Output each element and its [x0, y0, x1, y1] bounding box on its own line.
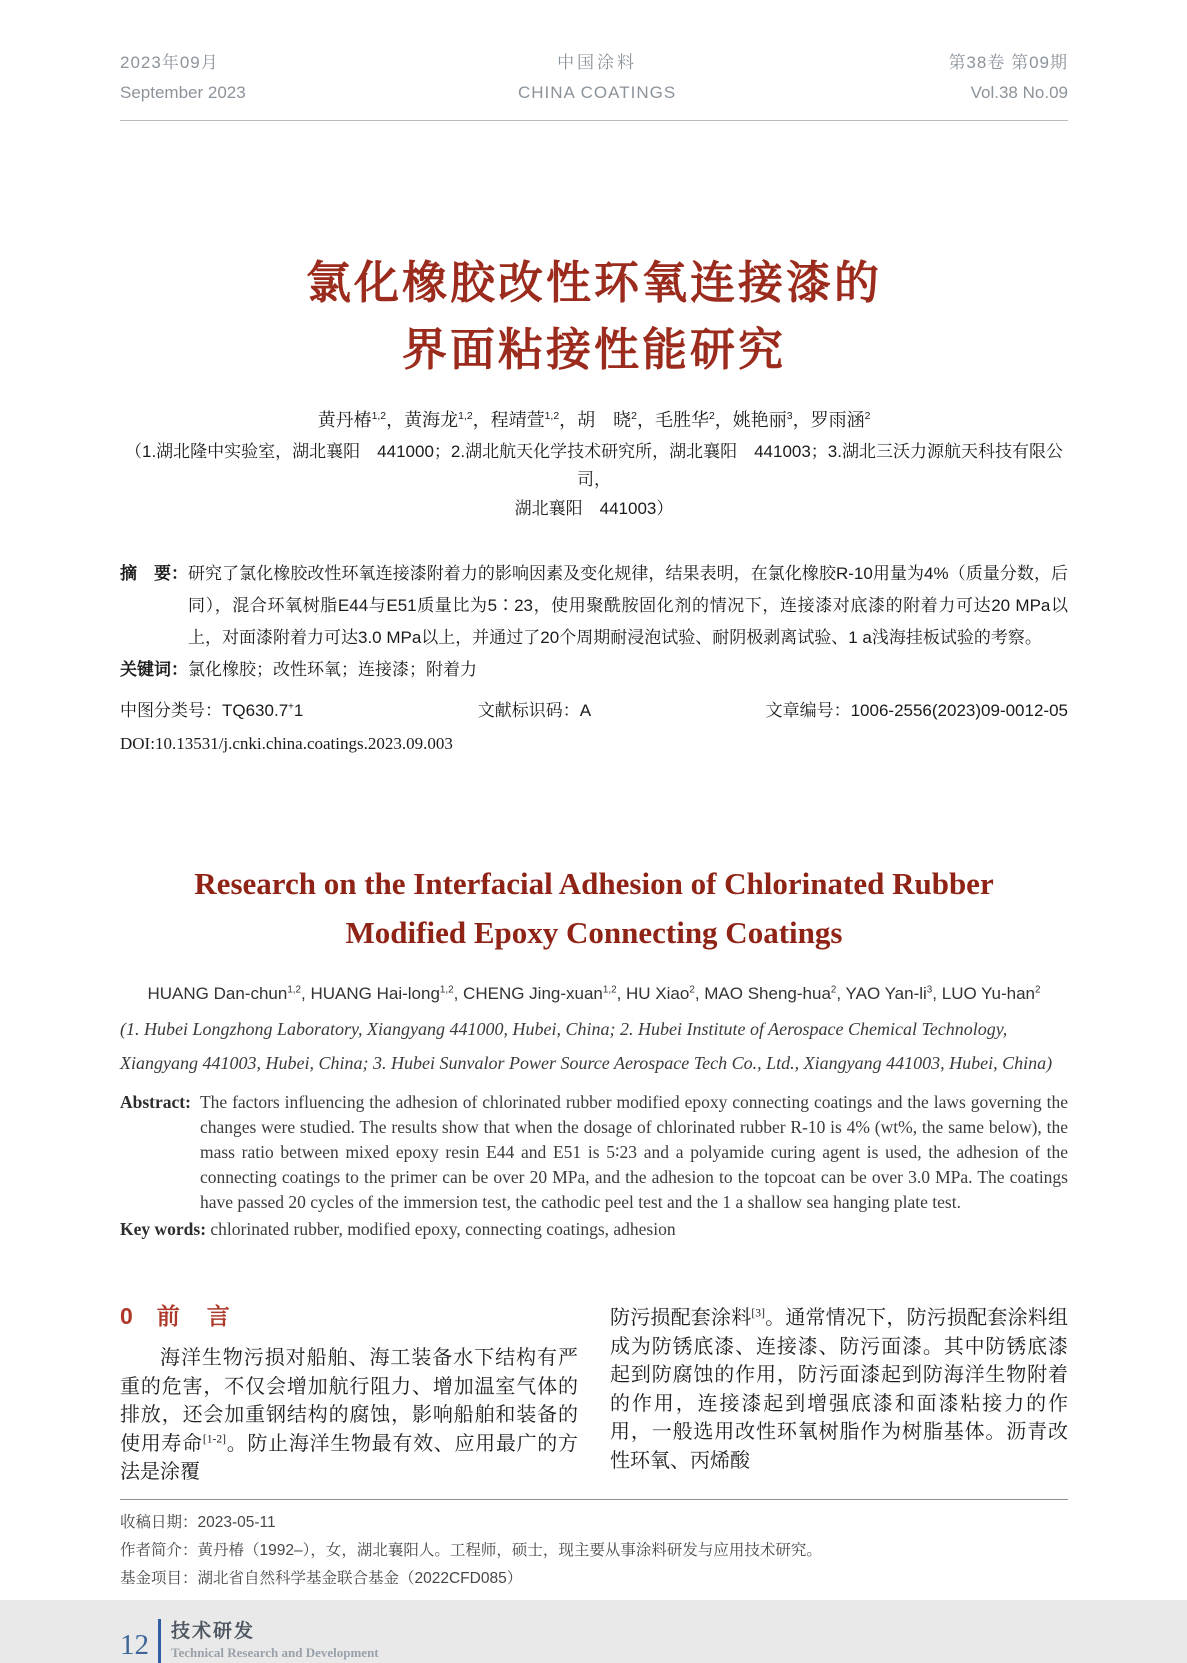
author-en: HUANG Hai-long$^{1,2}$,: [310, 984, 464, 1004]
document-code: 文献标识码：A: [477, 701, 592, 721]
column-name-en: Technical Research and Development: [171, 1644, 379, 1660]
author-en: YAO Yan-$li^3$,: [845, 984, 942, 1004]
authors-en: [120, 984, 1068, 1004]
header-issue-en: Vol.38 No.09: [970, 82, 1068, 102]
section-title: 前 言: [156, 1303, 232, 1330]
affiliations-cn: [120, 438, 1068, 525]
keywords-cn-label: 关键词：: [120, 660, 188, 680]
footnote-received-date: 收稿日期：2023-05-11: [120, 1513, 276, 1531]
body-column-right: [610, 1298, 1068, 1487]
authors-cn: [120, 406, 1068, 432]
header-issue-cn: 第38卷 第09期: [948, 53, 1068, 72]
abstract-cn: [120, 558, 1068, 654]
author-cn: 黄丹椿$^{1,2}$，: [317, 409, 405, 430]
abstract-en-label: Abstract:: [120, 1092, 191, 1113]
header-date-cn: 2023年09月: [120, 53, 219, 72]
article-id: 文章编号：1006-2556(2023)09-0012-05: [765, 701, 1068, 721]
affiliations-en: [120, 1012, 1068, 1080]
header-journal-cn: 中国涂料: [557, 53, 638, 72]
abstract-cn-text: 研究了氯化橡胶改性环氧连接漆附着力的影响因素及变化规律，结果表明，在氯化橡胶R-10用量为4%（质量分数，后同），混合环氧树脂E44与E51质量比为5∶23，使用聚酰胺固化剂的情况下，连接漆对底漆的附着力可达20 MPa以上，对面漆附着力可达3.0 MPa以上，并通过了20个周期耐浸泡试验、耐阴极剥离试验、1 a浅海挂板试验的考察。: [188, 564, 1068, 648]
header-journal-en: CHINA COATINGS: [517, 82, 677, 102]
body-column-left: [120, 1298, 578, 1487]
article-title-cn-line1: 氯化橡胶改性环氧连接漆的: [305, 256, 882, 308]
citation-ref: [3]: [751, 1306, 765, 1320]
author-cn: 黄海龙$^{1,2}$，: [404, 409, 491, 430]
footnote-author-bio: 作者简介：黄丹椿（1992–），女，湖北襄阳人。工程师，硕士，现主要从事涂料研发与应用技术研究。: [120, 1541, 822, 1559]
keywords-en-text: chlorinated rubber, modified epoxy, connecting coatings, adhesion: [210, 1219, 676, 1240]
abstract-cn-label: 摘 要：: [120, 564, 188, 584]
footnote-block: [120, 1499, 1068, 1593]
author-en: CHENG Jing-xuan$^{1,2}$,: [463, 984, 627, 1004]
affiliation-cn-line2: 湖北襄阳 441003）: [514, 499, 674, 519]
affiliation-cn-line1: （1.湖北隆中实验室，湖北襄阳 441000；2.湖北航天化学技术研究所，湖北襄阳 441003；3.湖北三沃力源航天科技有限公司，: [125, 441, 1063, 490]
section-heading: [120, 1298, 578, 1331]
author-cn: 胡 晓$^2$，: [577, 409, 655, 430]
author-en: LUO Yu-han$^2$: [941, 984, 1041, 1004]
intro-paragraph-right: 防污损配套涂料[3]。通常情况下，防污损配套涂料组成为防锈底漆、连接漆、防污面漆。其中防锈底漆起到防腐蚀的作用，防污面漆起到防海洋生物附着的作用，连接漆起到增强底漆和面漆粘接力的作用，一般选用改性环氧树脂作为树脂基体。沥青改性环氧、丙烯酸: [610, 1306, 1068, 1472]
column-name-cn: 技术研发: [171, 1621, 256, 1643]
classification-row: [120, 696, 1068, 721]
author-cn: 程靖萱$^{1,2}$，: [490, 409, 578, 430]
article-title-en: [120, 860, 1068, 958]
author-cn: 罗雨涵$^2$: [810, 409, 871, 430]
citation-ref: [1-2]: [202, 1432, 227, 1446]
header-date-en: September 2023: [120, 82, 246, 102]
abstract-en: [120, 1090, 1068, 1215]
author-cn: 毛胜华$^2$，: [654, 409, 733, 430]
doi: DOI:10.13531/j.cnki.china.coatings.2023.09.003: [120, 734, 453, 754]
page-header: [120, 0, 1068, 121]
article-title-cn: [120, 249, 1068, 384]
page-number: 12: [120, 1629, 149, 1662]
header-issue: [948, 48, 1068, 108]
abstract-en-text: The factors influencing the adhesion of chlorinated rubber modified epoxy connecting coatings and the laws governing the changes were studied. The results show that when the dosage of chlorinated rubber R-10 is 4% (wt%, the same below), the mass ratio between mixed epoxy resin E44 and E51 is 5∶23 and a polyamide curing agent is used, the adhesion of the connecting coatings to the primer can be over 20 MPa, and the adhesion to the topcoat can be over 3.0 MPa. The coatings have passed 20 cycles of the immersion test, the cathodic peel test and the 1 a shallow sea hanging plate test.: [199, 1092, 1068, 1213]
intro-paragraph-left: 海洋生物污损对船舶、海工装备水下结构有严重的危害，不仅会增加航行阻力、增加温室气体的排放，还会加重钢结构的腐蚀，影响船舶和装备的使用寿命[1-2]。防止海洋生物最有效、应用最广的方法是涂覆: [120, 1347, 579, 1484]
article-title-cn-line2: 界面粘接性能研究: [401, 324, 786, 375]
affiliation-en-line1: (1. Hubei Longzhong Laboratory, Xiangyang 441000, Hubei, China; 2. Hubei Institute of Aerospace Chemical Technology,: [120, 1019, 1008, 1040]
keywords-en: [120, 1217, 1068, 1242]
author-en: HU Xiao$^2$,: [626, 984, 705, 1004]
clc-number: 中图分类号：TQ630.7+1: [120, 701, 304, 721]
keywords-cn: [120, 654, 1068, 686]
footer-divider-bar: [158, 1619, 161, 1663]
header-date: [120, 48, 246, 108]
column-name: [171, 1620, 379, 1662]
author-en: HUANG Dan-chun$^{1,2}$,: [147, 984, 311, 1004]
body-columns: [120, 1298, 1068, 1487]
page-footer: [120, 1619, 1068, 1663]
keywords-en-label: Key words:: [120, 1219, 207, 1240]
author-en: MAO Sheng-hua$^2$,: [704, 984, 846, 1004]
article-title-en-line1: Research on the Interfacial Adhesion of Chlorinated Rubber: [194, 866, 994, 902]
header-journal: [518, 48, 676, 108]
section-number: 0: [120, 1303, 135, 1330]
article-title-en-line2: Modified Epoxy Connecting Coatings: [345, 915, 843, 951]
affiliation-en-line2: Xiangyang 441003, Hubei, China; 3. Hubei Sunvalor Power Source Aerospace Tech Co., Ltd., Xiangyang 441003, Hubei, China): [120, 1053, 1053, 1074]
footnote-fund-project: 基金项目：湖北省自然科学基金联合基金（2022CFD085）: [120, 1569, 523, 1587]
keywords-cn-text: 氯化橡胶；改性环氧；连接漆；附着力: [188, 660, 477, 680]
author-cn: 姚艳丽$^3$，: [732, 409, 811, 430]
